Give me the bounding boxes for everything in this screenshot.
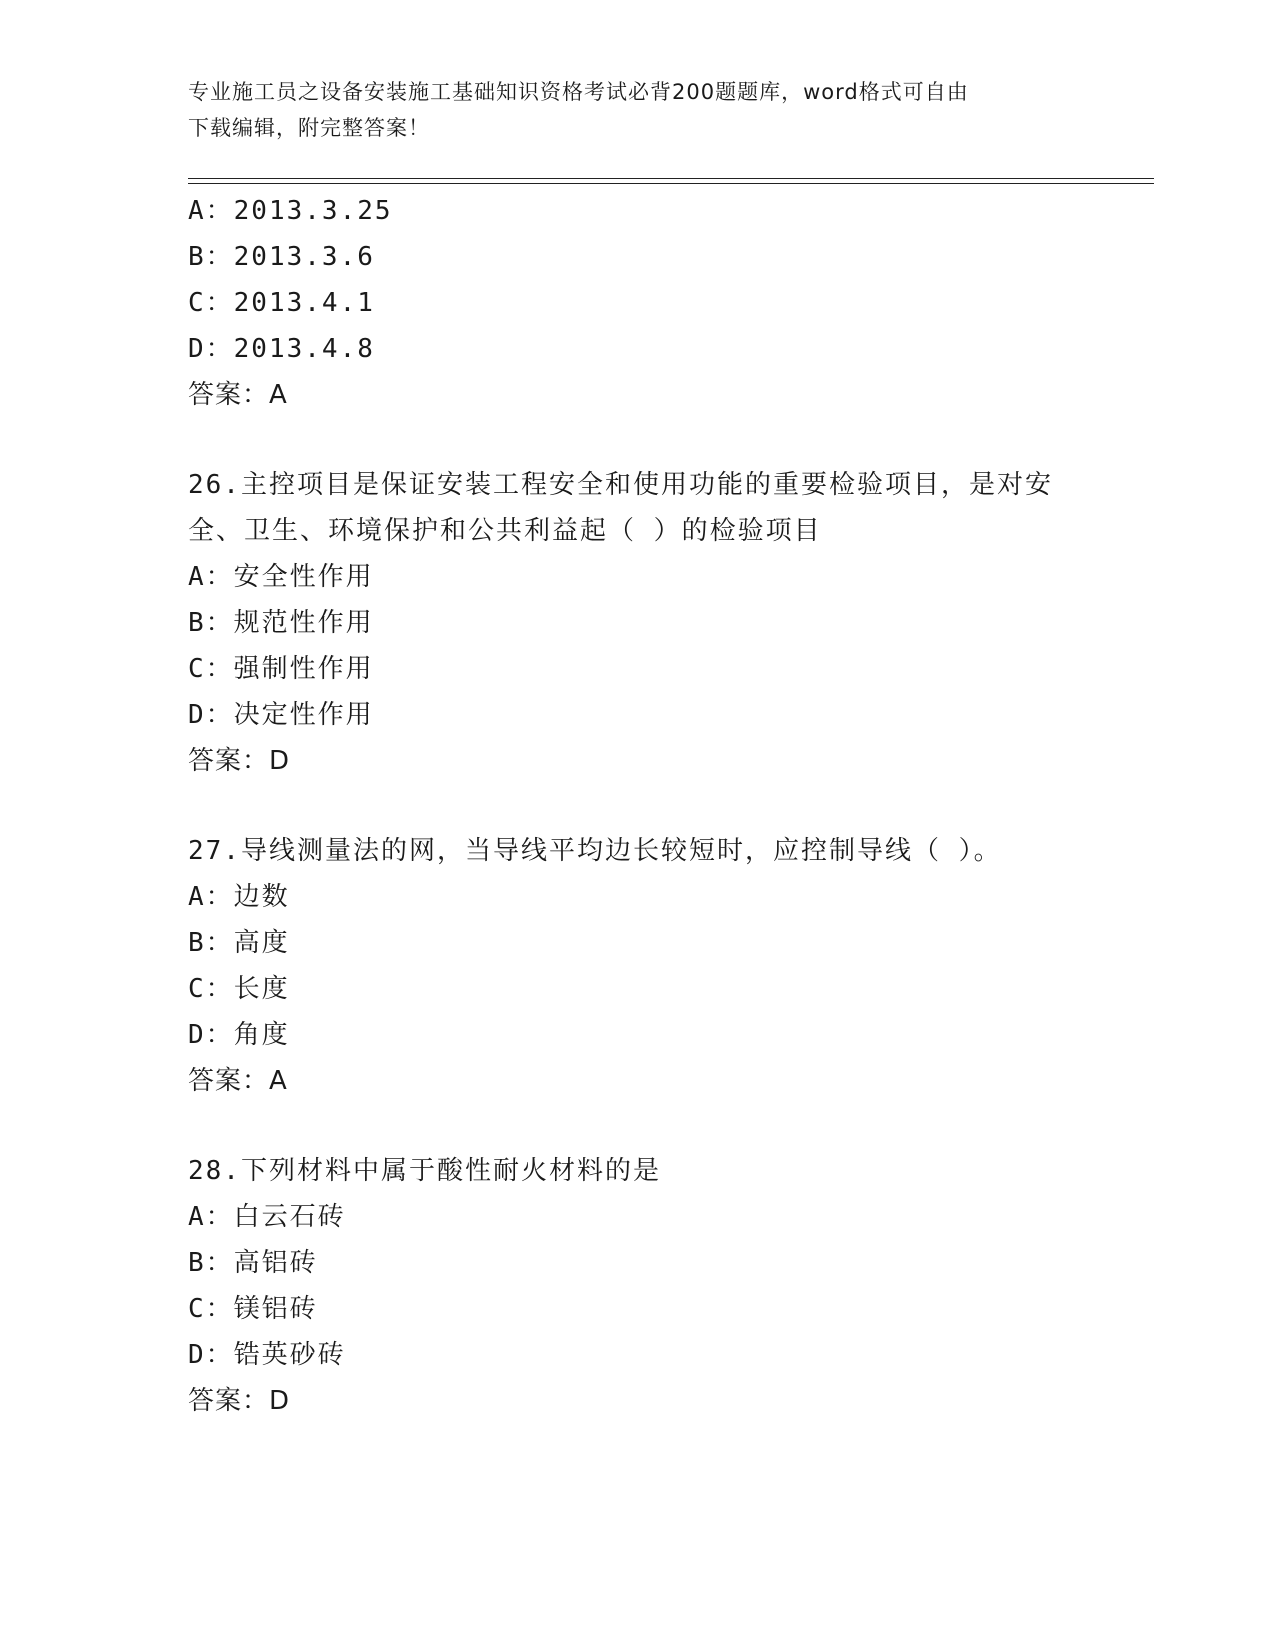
- option-b: B：规范性作用: [188, 608, 374, 638]
- question-stem: 26.主控项目是保证安装工程安全和使用功能的重要检验项目，是对安: [188, 470, 1053, 500]
- question-stem-continued: 全、卫生、环境保护和公共利益起（ ）的检验项目: [188, 516, 822, 546]
- question-25: [188, 188, 1088, 418]
- header-line-1: 专业施工员之设备安装施工基础知识资格考试必背200题题库，word格式可自由: [188, 80, 969, 104]
- header-divider-top: [188, 178, 1154, 179]
- question-26: [188, 462, 1088, 784]
- option-c: C：长度: [188, 974, 290, 1004]
- question-stem: 27.导线测量法的网，当导线平均边长较短时，应控制导线（ ）。: [188, 836, 1002, 866]
- answer-line: 答案：A: [188, 1066, 288, 1096]
- question-stem: 28.下列材料中属于酸性耐火材料的是: [188, 1156, 661, 1186]
- option-a: A：白云石砖: [188, 1202, 346, 1232]
- answer-line: 答案：A: [188, 380, 288, 410]
- answer-line: 答案：D: [188, 746, 291, 776]
- option-a: A：边数: [188, 882, 290, 912]
- question-28: [188, 1148, 1088, 1424]
- option-c: C：强制性作用: [188, 654, 374, 684]
- option-b: B：高铝砖: [188, 1248, 318, 1278]
- option-a: A：安全性作用: [188, 562, 374, 592]
- option-d: D：角度: [188, 1020, 290, 1050]
- header-divider-bottom: [188, 183, 1154, 184]
- option-b: B：2013.3.6: [188, 242, 375, 272]
- option-b: B：高度: [188, 928, 290, 958]
- option-d: D：2013.4.8: [188, 334, 375, 364]
- option-c: C：镁铝砖: [188, 1294, 318, 1324]
- option-d: D：锆英砂砖: [188, 1340, 346, 1370]
- document-header: [188, 74, 1068, 146]
- answer-line: 答案：D: [188, 1386, 291, 1416]
- header-line-2: 下载编辑，附完整答案！: [188, 116, 430, 140]
- option-d: D：决定性作用: [188, 700, 374, 730]
- option-c: C：2013.4.1: [188, 288, 375, 318]
- option-a: A：2013.3.25: [188, 196, 393, 226]
- question-27: [188, 828, 1088, 1104]
- question-list: [188, 188, 1088, 1424]
